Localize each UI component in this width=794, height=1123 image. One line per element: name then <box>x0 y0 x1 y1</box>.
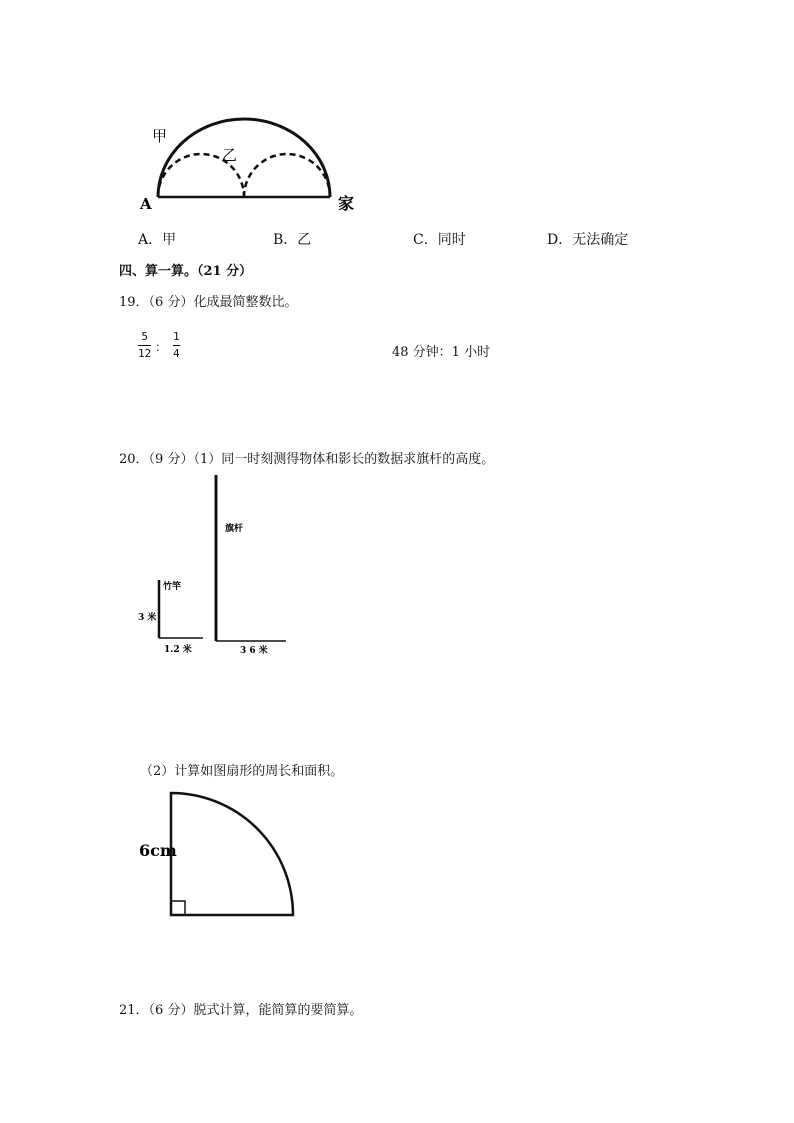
option-a[interactable] <box>138 229 176 249</box>
option-b[interactable] <box>273 229 311 249</box>
bamboo-shadow-label: 1.2 米 <box>164 645 192 655</box>
option-a-letter: A． <box>138 232 163 248</box>
semicircle-diagram <box>130 115 370 215</box>
label-yi: 乙 <box>222 146 238 164</box>
section-title: 四、算一算。（21 分） <box>119 264 253 279</box>
sector-diagram <box>135 785 305 925</box>
q20-part2-stem: （2）计算如图扇形的周长和面积。 <box>140 764 344 779</box>
option-c-text: 同时 <box>437 232 466 248</box>
option-b-text: 乙 <box>297 232 312 248</box>
label-a: A <box>140 195 152 213</box>
flagpole-label: 旗杆 <box>225 524 244 534</box>
flagpole-shadow-label: 3 6 米 <box>240 646 268 656</box>
sector-figure <box>135 785 305 925</box>
option-c-letter: C． <box>413 232 438 248</box>
option-a-text: 甲 <box>162 232 177 248</box>
fraction-1-denominator: 12 <box>138 347 152 360</box>
fraction-1-bar <box>138 345 151 346</box>
q19-fraction-2 <box>173 330 180 360</box>
fraction-2-denominator: 4 <box>173 347 180 360</box>
q19-fraction-1 <box>138 330 151 360</box>
label-jia: 甲 <box>152 127 168 145</box>
shadow-diagram <box>130 470 300 660</box>
small-semicircle-right <box>244 154 330 197</box>
q21-stem: 21．（6 分）脱式计算，能简算的要简算。 <box>119 1003 363 1018</box>
semicircle-figure <box>130 115 370 215</box>
q20-stem: 20．（9 分）（1）同一时刻测得物体和影长的数据求旗杆的高度。 <box>119 452 495 467</box>
right-angle-mark <box>171 901 185 915</box>
label-home: 家 <box>338 194 355 213</box>
sector-shape <box>171 793 293 915</box>
q19-item-2: 48 分钟：1 小时 <box>392 345 491 360</box>
shadow-figure <box>130 470 300 660</box>
sector-radius-label: 6cm <box>139 841 177 860</box>
fraction-2-bar <box>173 345 180 346</box>
option-c[interactable] <box>413 229 466 249</box>
bamboo-label: 竹竿 <box>163 582 182 592</box>
option-d-text: 无法确定 <box>572 232 629 248</box>
option-d-letter: D． <box>547 232 573 248</box>
q19-ratio-sign: ： <box>155 340 168 354</box>
option-d[interactable] <box>547 229 628 249</box>
bamboo-height-label: 3 米 <box>138 613 157 623</box>
option-b-letter: B． <box>273 232 298 248</box>
fraction-2-numerator: 1 <box>173 330 180 343</box>
fraction-1-numerator: 5 <box>141 330 148 343</box>
q19-stem: 19．（6 分）化成最简整数比。 <box>119 295 298 310</box>
